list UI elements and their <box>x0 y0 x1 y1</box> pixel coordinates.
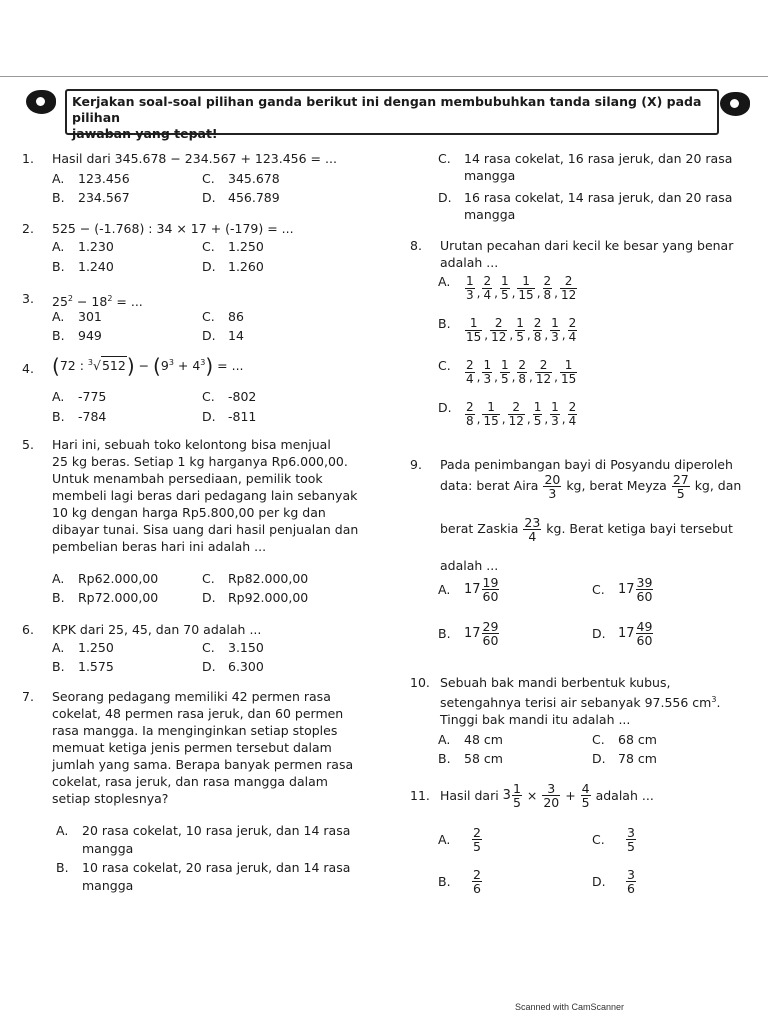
q4-option-b[interactable]: B. -784 <box>52 409 107 424</box>
top-rule <box>0 76 768 77</box>
fraction-separator: , <box>511 286 516 300</box>
fraction: 1 3 <box>483 358 492 386</box>
question-text: KPK dari 25, 45, dan 70 adalah ... <box>52 622 262 637</box>
fraction-separator: , <box>511 370 516 384</box>
fraction-separator: , <box>476 286 481 300</box>
fraction: 1 15 <box>483 400 499 428</box>
fraction-separator: , <box>484 328 489 342</box>
fraction: 1 3 <box>551 400 559 428</box>
q11-option-d[interactable]: D. $\frac{3}{6}$ <box>592 867 635 896</box>
fraction-separator: , <box>501 412 506 426</box>
fraction-separator: , <box>526 328 531 342</box>
question-number: 7. <box>22 689 34 704</box>
q7-option-d[interactable]: D. 16 rasa cokelat, 14 rasa jeruk, dan 20 rasa mangga <box>438 190 733 222</box>
fraction: 1 3 <box>551 316 559 344</box>
question-number: 6. <box>22 622 34 637</box>
q8-option-b[interactable]: B. 1 15 , 2 12 , 1 5 , 2 8 , 1 3 , 2 4 <box>438 316 577 344</box>
fraction: 2 12 <box>491 316 507 344</box>
fraction-separator: , <box>554 370 558 384</box>
question-9-line-4: adalah ... <box>440 558 499 573</box>
camscanner-watermark: Scanned with CamScanner <box>515 1002 625 1012</box>
q4-option-a[interactable]: A. -775 <box>52 389 107 404</box>
fraction: 2 4 <box>483 274 492 302</box>
fraction: 2 4 <box>466 358 474 386</box>
q9-option-d[interactable]: D. 17 $\frac{49}{60}$ <box>592 619 653 648</box>
instruction-text <box>72 94 712 142</box>
fraction-separator: , <box>544 412 549 426</box>
q7-option-c[interactable]: C. 14 rasa cokelat, 16 rasa jeruk, dan 20 rasa mangga <box>438 151 733 183</box>
question-number: 4. <box>22 361 34 376</box>
fraction: 2 12 <box>508 400 524 428</box>
q8-option-d[interactable]: D. 2 8 , 1 15 , 2 12 , 1 5 , 1 3 , 2 4 <box>438 400 577 428</box>
fraction: 2 4 <box>568 316 577 344</box>
fraction-separator: , <box>561 412 566 426</box>
q2-option-d[interactable]: D. 1.260 <box>202 259 264 274</box>
q9-option-b[interactable]: B. 17 $\frac{29}{60}$ <box>438 619 499 648</box>
ornament-right-icon <box>720 92 750 116</box>
fraction: 1 15 <box>560 358 577 386</box>
q3-option-b[interactable]: B. 949 <box>52 328 102 343</box>
question-text: Hasil dari 3 $\frac{1}{5}$ × $\frac{3}{20}$ + $\frac{4}{5}$ adalah ... <box>440 781 654 810</box>
fraction: 2 8 <box>518 358 527 386</box>
fraction: 1 15 <box>466 316 482 344</box>
question-number: 3. <box>22 291 34 306</box>
fraction: 2 12 <box>535 358 552 386</box>
question-number: 9. <box>410 457 422 472</box>
q6-option-b[interactable]: B. 1.575 <box>52 659 114 674</box>
q5-option-d[interactable]: D. Rp92.000,00 <box>202 590 309 605</box>
q10-option-b[interactable]: B. 58 cm <box>438 751 503 766</box>
instruction-line-1: Kerjakan soal-soal pilihan ganda berikut ini dengan membubuhkan tanda silang (X) pada pilihan <box>72 94 702 125</box>
q2-option-c[interactable]: C. 1.250 <box>202 239 264 254</box>
fraction: 2 8 <box>466 400 474 428</box>
q11-option-b[interactable]: B. $\frac{2}{6}$ <box>438 867 481 896</box>
q6-option-a[interactable]: A. 1.250 <box>52 640 114 655</box>
fraction-separator: , <box>476 412 481 426</box>
question-number: 11. <box>410 788 430 803</box>
question-number: 5. <box>22 437 34 452</box>
fraction: 1 5 <box>500 358 509 386</box>
q1-option-a[interactable]: A. 123.456 <box>52 171 130 186</box>
q1-option-c[interactable]: C. 345.678 <box>202 171 280 186</box>
fraction: 2 12 <box>560 274 577 302</box>
question-number: 10. <box>410 675 430 690</box>
fraction: 1 3 <box>466 274 474 302</box>
fraction: 1 5 <box>516 316 524 344</box>
fraction: 2 8 <box>543 274 552 302</box>
q4-option-d[interactable]: D. -811 <box>202 409 257 424</box>
q6-option-d[interactable]: D. 6.300 <box>202 659 264 674</box>
fraction-separator: , <box>561 328 566 342</box>
q3-option-c[interactable]: C. 86 <box>202 309 244 324</box>
q8-option-a[interactable]: A. 1 3 , 2 4 , 1 5 , 1 15 , 2 8 , 2 12 <box>438 274 577 302</box>
q9-option-a[interactable]: A. 17 $\frac{19}{60}$ <box>438 575 499 604</box>
q9-option-c[interactable]: C. 17 $\frac{39}{60}$ <box>592 575 653 604</box>
fraction-separator: , <box>494 286 498 300</box>
fraction: 2 4 <box>568 400 577 428</box>
q6-option-c[interactable]: C. 3.150 <box>202 640 264 655</box>
q5-option-b[interactable]: B. Rp72.000,00 <box>52 590 159 605</box>
fraction: 2 8 <box>533 316 542 344</box>
fraction-separator: , <box>494 370 498 384</box>
fraction-separator: , <box>476 370 481 384</box>
question-11 <box>410 782 654 809</box>
q1-option-d[interactable]: D. 456.789 <box>202 190 280 205</box>
question-number: 2. <box>22 221 34 236</box>
q11-option-a[interactable]: A. $\frac{2}{5}$ <box>438 825 481 854</box>
fraction-separator: , <box>529 370 533 384</box>
fraction-separator: , <box>544 328 549 342</box>
fraction-separator: , <box>509 328 514 342</box>
q2-option-b[interactable]: B. 1.240 <box>52 259 114 274</box>
q7-option-b[interactable]: B. 10 rasa cokelat, 20 rasa jeruk, dan 14 rasa mangga <box>56 860 351 893</box>
q11-option-c[interactable]: C. $\frac{3}{5}$ <box>592 825 635 854</box>
question-text-line-1: Pada penimbangan bayi di Posyandu diperoleh <box>440 457 733 472</box>
q5-option-a[interactable]: A. Rp62.000,00 <box>52 571 159 586</box>
question-text: Seorang pedagang memiliki 42 permen rasa cokelat, 48 permen rasa jeruk, dan 60 permen rasa mangga. Ia menginginkan setiap stoples memuat ketiga jenis permen tersebut dalam jumlah yang sama. Berapa banyak permen rasa cokelat, rasa jeruk, dan rasa mangga dalam setiap stoplesnya? <box>52 689 354 806</box>
question-9-line-3: berat Zaskia $\frac{23}{4}$ kg. Berat ketiga bayi tersebut <box>440 515 733 544</box>
q2-option-a[interactable]: A. 1.230 <box>52 239 114 254</box>
q5-option-c[interactable]: C. Rp82.000,00 <box>202 571 309 586</box>
q3-option-a[interactable]: A. 301 <box>52 309 102 324</box>
question-text: 525 − (-1.768) : 34 × 17 + (-179) = ... <box>52 221 294 236</box>
q4-option-c[interactable]: C. -802 <box>202 389 257 404</box>
question-text: Sebuah bak mandi berbentuk kubus, setengahnya terisi air sebanyak 97.556 $cm^3$. Tinggi bak mandi itu adalah ... <box>440 675 721 728</box>
fraction-separator: , <box>554 286 558 300</box>
q7-option-a[interactable]: A. 20 rasa cokelat, 10 rasa jeruk, dan 14 rasa mangga <box>56 823 351 856</box>
fraction: 1 5 <box>533 400 542 428</box>
instruction-line-2: jawaban yang tepat! <box>72 126 218 141</box>
q10-option-d[interactable]: D. 78 cm <box>592 751 657 766</box>
question-text: Hari ini, sebuah toko kelontong bisa menjual 25 kg beras. Setiap 1 kg harganya Rp6.000,00. Untuk menambah persediaan, pemilik took membeli lagi beras dari pedagang lain sebanyak 10 kg dengan harga Rp5.800,00 per kg dan dibayar tunai. Sisa uang dari hasil penjualan dan pembelian beras hari ini adalah ... <box>52 437 359 554</box>
question-number: 1. <box>22 151 34 166</box>
question-text: (72 : $^3√512) - (9^3 + 4^3)$ = ... <box>52 354 244 379</box>
question-text: $25^2 - 18^2$ = ... <box>52 294 143 310</box>
q10-option-c[interactable]: C. 68 cm <box>592 732 657 747</box>
question-text: Hasil dari 345.678 − 234.567 + 123.456 = ... <box>52 151 337 166</box>
q8-option-c[interactable]: C. 2 4 , 1 3 , 1 5 , 2 8 , 2 12 , 1 15 <box>438 358 577 386</box>
q1-option-b[interactable]: B. 234.567 <box>52 190 130 205</box>
fraction-separator: , <box>536 286 541 300</box>
ornament-left-icon <box>26 90 56 114</box>
q10-option-a[interactable]: A. 48 cm <box>438 732 503 747</box>
question-9-line-2: data: berat Aira $\frac{20}{3}$ kg, berat Meyza $\frac{27}{5}$ kg, dan <box>440 472 742 501</box>
question-text: Urutan pecahan dari kecil ke besar yang benar adalah ... <box>440 238 734 270</box>
fraction: 1 15 <box>518 274 534 302</box>
q3-option-d[interactable]: D. 14 <box>202 328 244 343</box>
fraction-separator: , <box>526 412 531 426</box>
fraction: 1 5 <box>500 274 509 302</box>
question-number: 8. <box>410 238 422 253</box>
